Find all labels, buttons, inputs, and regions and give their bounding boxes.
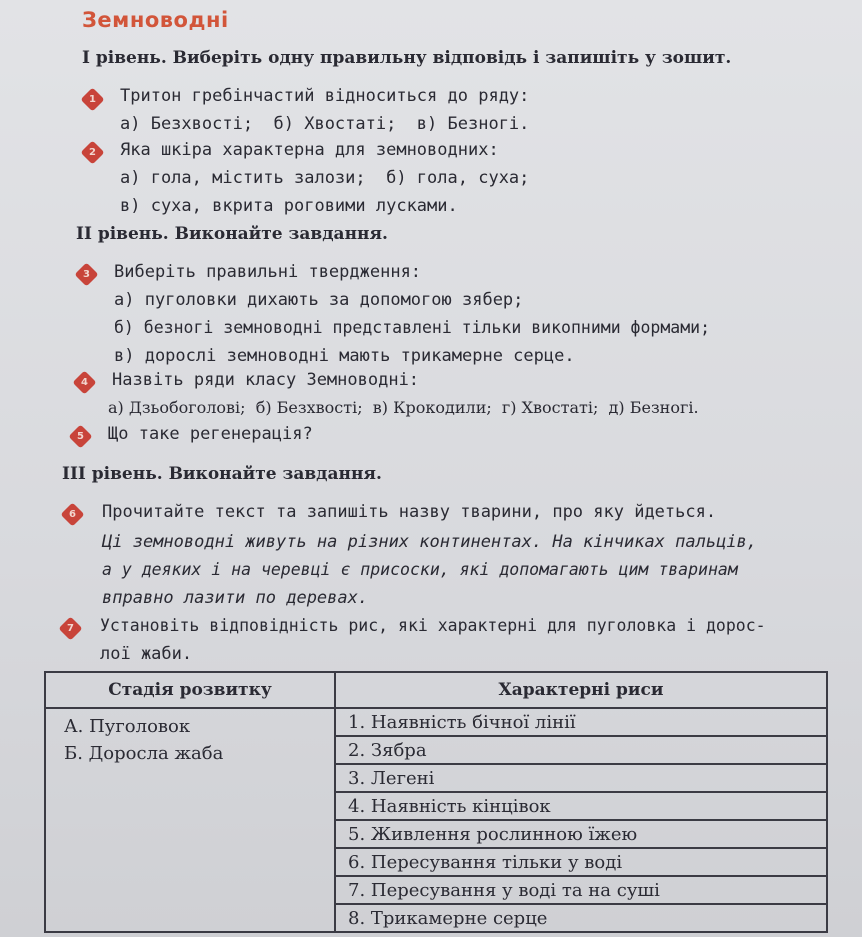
- question-marker-1-icon: 1: [80, 87, 104, 111]
- matching-table: [44, 671, 828, 933]
- question-1-text: Тритон гребінчастий відноситься до ряду:: [120, 86, 530, 106]
- question-2-options-line1: а) гола, містить залози; б) гола, суха;: [120, 168, 530, 188]
- question-4-options: а) Дзьобоголові; б) Безхвості; в) Крокодили; г) Хвостаті; д) Безногі.: [108, 398, 699, 417]
- stage-item: А. Пуголовок: [64, 716, 191, 737]
- question-2-options-line2: в) суха, вкрита роговими лусками.: [120, 196, 458, 216]
- trait-item: 5. Живлення рослинною їжею: [335, 820, 827, 848]
- level2-title: ІІ рівень. Виконайте завдання.: [76, 224, 388, 244]
- question-7-text-line2: лої жаби.: [100, 644, 193, 664]
- trait-item: 1. Наявність бічної лінії: [335, 708, 827, 736]
- question-4-text: Назвіть ряди класу Земноводні:: [112, 370, 420, 390]
- question-marker-5-icon: 5: [68, 424, 92, 448]
- trait-item: 6. Пересування тільки у воді: [335, 848, 827, 876]
- trait-item: 7. Пересування у воді та на суші: [335, 876, 827, 904]
- question-marker-7-icon: 7: [58, 616, 82, 640]
- question-6-text: Прочитайте текст та запишіть назву тварини, про яку йдеться.: [102, 502, 717, 522]
- trait-item: 4. Наявність кінцівок: [335, 792, 827, 820]
- question-marker-4-icon: 4: [72, 370, 96, 394]
- table-header-traits: Характерні риси: [335, 672, 827, 708]
- question-6-paragraph-line3: вправно лазити по деревах.: [102, 588, 369, 608]
- stage-item: Б. Доросла жаба: [64, 743, 224, 764]
- level1-title: І рівень. Виберіть одну правильну відповідь і запишіть у зошит.: [82, 48, 732, 68]
- question-marker-3-icon: 3: [74, 262, 98, 286]
- question-marker-6-icon: 6: [60, 502, 84, 526]
- question-7-text-line1: Установіть відповідність рис, які характерні для пуголовка і дорос-: [100, 616, 766, 635]
- trait-item: 3. Легені: [335, 764, 827, 792]
- trait-item: 8. Трикамерне серце: [335, 904, 827, 932]
- question-2-text: Яка шкіра характерна для земноводних:: [120, 140, 499, 160]
- question-marker-2-icon: 2: [80, 140, 104, 164]
- question-3-option-b: б) безногі земноводні представлені тільки викопними формами;: [114, 318, 711, 337]
- section-title: Земноводні: [82, 8, 229, 32]
- question-3-option-a: а) пуголовки дихають за допомогою зябер;: [114, 290, 524, 310]
- question-5-text: Що таке регенерація?: [108, 424, 313, 444]
- question-6-paragraph-line1: Ці земноводні живуть на різних континентах. На кінчиках пальців,: [102, 532, 758, 552]
- table-header-stage: Стадія розвитку: [45, 672, 335, 708]
- trait-item: 2. Зябра: [335, 736, 827, 764]
- question-6-paragraph-line2: а у деяких і на черевці є присоски, які допомагають цим тваринам: [102, 560, 738, 579]
- level3-title: ІІІ рівень. Виконайте завдання.: [62, 464, 382, 484]
- question-3-option-c: в) дорослі земноводні мають трикамерне серце.: [114, 346, 575, 366]
- question-3-text: Виберіть правильні твердження:: [114, 262, 422, 282]
- stages-cell: [45, 708, 335, 932]
- question-1-options: а) Безхвості; б) Хвостаті; в) Безногі.: [120, 114, 530, 134]
